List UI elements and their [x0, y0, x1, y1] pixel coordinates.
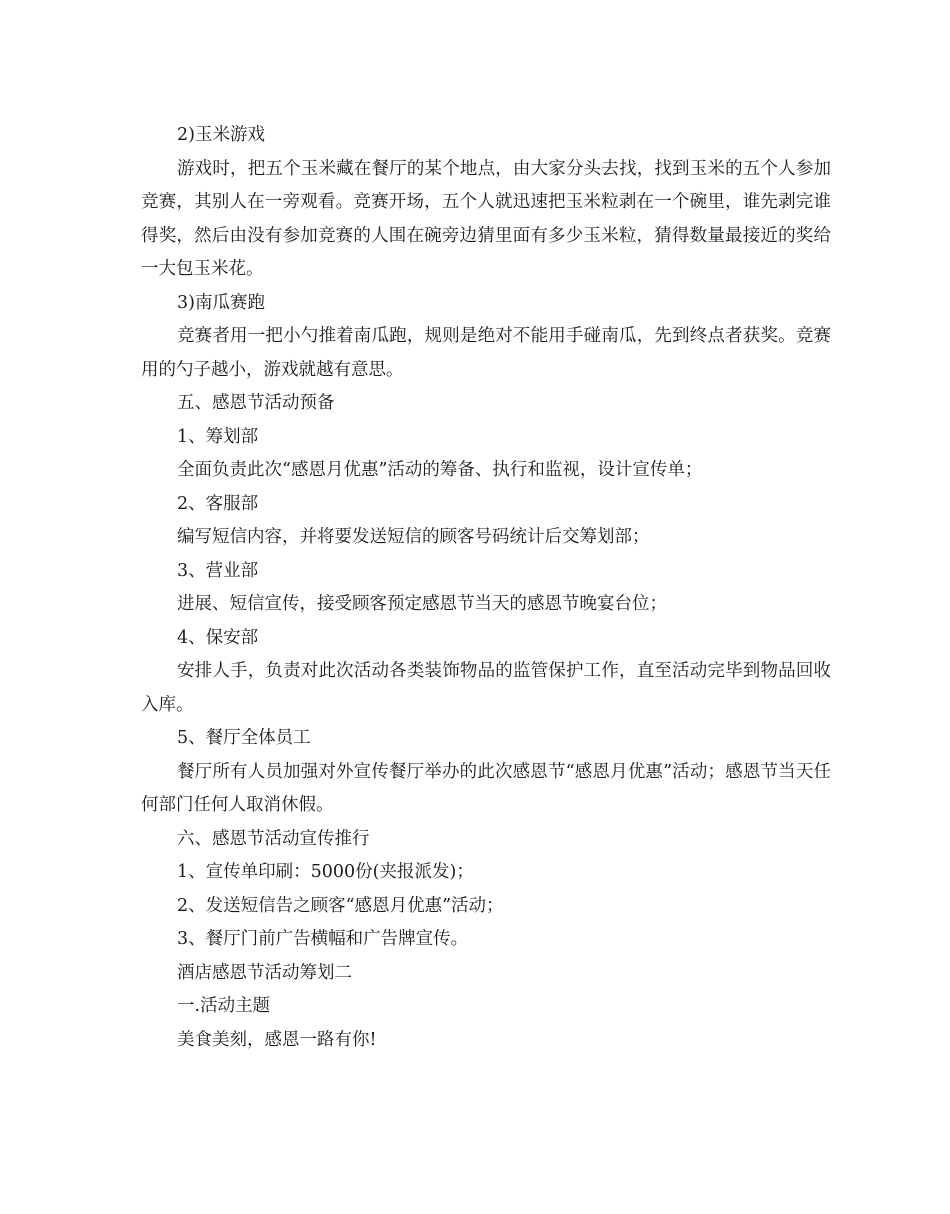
item-body-planning-dept: 全面负责此次“感恩月优惠”活动的筹备、执行和监视，设计宣传单； — [177, 460, 703, 480]
item-heading-sales-dept: 3、营业部 — [177, 560, 259, 581]
item-body-security-dept: 安排人手，负责对此次活动各类装饰物品的监管保护工作，直至活动完毕到物品回收入库。 — [141, 661, 831, 715]
paragraph-corn-game-body: 游戏时，把五个玉米藏在餐厅的某个地点，由大家分头去找，找到玉米的五个人参加竞赛，其别人在一旁观看。竞赛开场，五个人就迅速把玉米粒剥在一个碗里，谁先剥完谁得奖，然后由没有参加竞赛的人围在碗旁边猜里面有多少玉米粒，猜得数量最接近的奖给一大包玉米花。 — [141, 158, 831, 279]
promotion-item-banners: 3、餐厅门前广告横幅和广告牌宣传。 — [177, 929, 469, 949]
item-heading-all-staff: 5、餐厅全体员工 — [177, 728, 311, 748]
item-heading-security-dept: 4、保安部 — [177, 627, 259, 648]
item-body-service-dept: 编写短信内容，并将要发送短信的顾客号码统计后交筹划部； — [177, 527, 650, 547]
plan-two-title: 酒店感恩节活动筹划二 — [177, 962, 352, 983]
item-heading-planning-dept: 1、筹划部 — [177, 426, 259, 447]
paragraph-corn-game-heading: 2)玉米游戏 — [177, 125, 265, 145]
promotion-item-sms: 2、发送短信告之顾客“感恩月优惠”活动； — [177, 895, 504, 916]
plan-two-theme-body: 美食美刻，感恩一路有你! — [177, 1029, 377, 1050]
paragraph-pumpkin-race-body: 竞赛者用一把小勺推着南瓜跑，规则是绝对不能用手碰南瓜，先到终点者获奖。竞赛用的勺子越小，游戏就越有意思。 — [141, 326, 831, 380]
section-heading-promotion: 六、感恩节活动宣传推行 — [177, 828, 370, 849]
item-body-all-staff: 餐厅所有人员加强对外宣传餐厅举办的此次感恩节“感恩月优惠”活动；感恩节当天任何部门任何人取消休假。 — [141, 761, 831, 815]
section-heading-preparation: 五、感恩节活动预备 — [177, 393, 335, 413]
item-body-sales-dept: 进展、短信宣传，接受顾客预定感恩节当天的感恩节晚宴台位； — [177, 594, 667, 614]
item-heading-service-dept: 2、客服部 — [177, 493, 259, 514]
document-body — [141, 119, 831, 1057]
promotion-item-flyers: 1、宣传单印刷：5000份(夹报派发)； — [177, 862, 474, 882]
paragraph-pumpkin-race-heading: 3)南瓜赛跑 — [177, 292, 265, 313]
plan-two-theme-heading: 一.活动主题 — [177, 996, 271, 1016]
